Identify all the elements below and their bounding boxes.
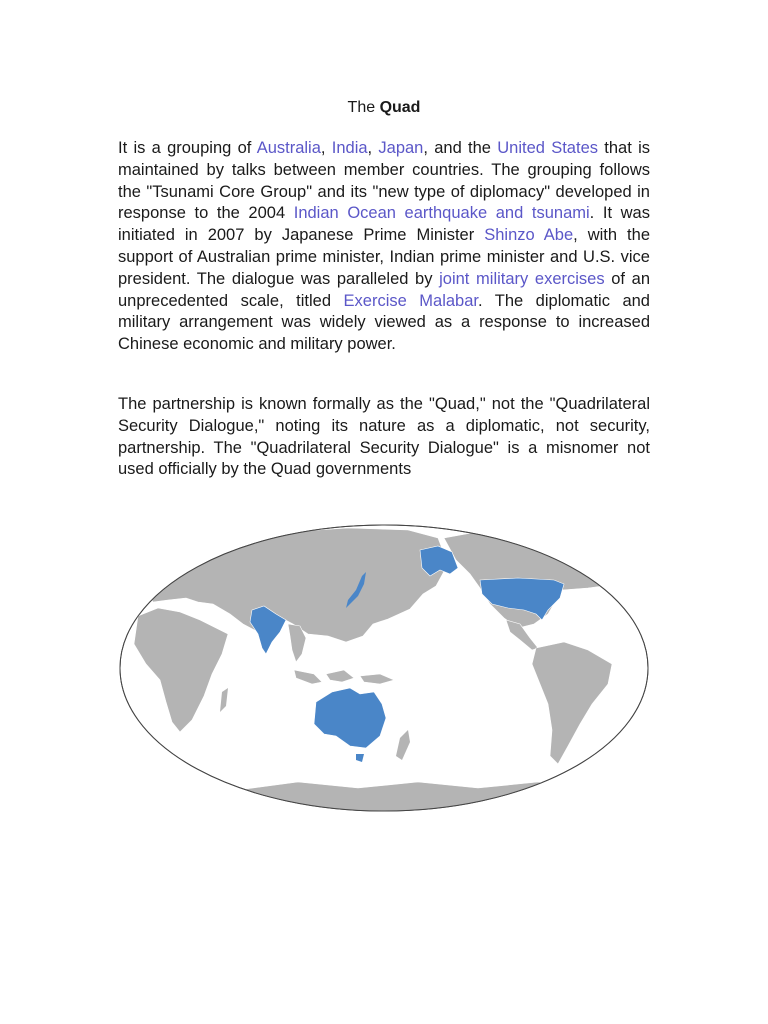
page-title	[0, 97, 768, 119]
antarctica	[118, 782, 650, 812]
world-map	[118, 524, 650, 812]
p1-text-5: that is maintained by talks between member countries. The grouping follows the "Tsunami Core Group" and its "new type of diplomacy" developed in response to the 2004	[118, 139, 650, 223]
p1-text-2: ,	[320, 139, 332, 157]
paragraph-intro	[118, 138, 650, 356]
greenland	[588, 530, 646, 564]
link-japan[interactable]: Japan	[378, 139, 424, 157]
link-united-states[interactable]: United States	[497, 139, 598, 157]
link-australia[interactable]: Australia	[256, 139, 321, 157]
p1-text-8: of an unprecedented scale, titled	[118, 269, 650, 310]
p1-text-4: , and the	[423, 139, 498, 157]
p1-text-7: , with the support of Australian prime minister, Indian prime minister and U.S. vice president. The dialogue was paralleled by	[118, 226, 650, 288]
link-india[interactable]: India	[331, 139, 368, 157]
paragraph-partnership: The partnership is known formally as the "Quad," not the "Quadrilateral Security Dialogue," noting its nature as a diplomatic, not security, partnership. The "Quadrilateral Security Dialogue" is a misnomer not used officially by the Quad governments	[118, 395, 650, 479]
link-indian-ocean-tsunami[interactable]: Indian Ocean earthquake and tsunami	[293, 204, 590, 223]
link-joint-military-exercises[interactable]: joint military exercises	[439, 269, 605, 288]
p1-text-3: ,	[367, 139, 379, 157]
p1-text-6: . It was initiated in 2007 by Japanese Prime Minister	[118, 204, 650, 245]
title-prefix: The	[347, 99, 380, 116]
p1-text-9: . The diplomatic and military arrangement was widely viewed as a response to increased Chinese economic and military power.	[118, 291, 650, 354]
link-exercise-malabar[interactable]: Exercise Malabar	[343, 291, 478, 310]
title-bold: Quad	[379, 99, 421, 116]
link-shinzo-abe[interactable]: Shinzo Abe	[484, 226, 574, 245]
p1-text-1: It is a grouping of	[118, 139, 257, 157]
